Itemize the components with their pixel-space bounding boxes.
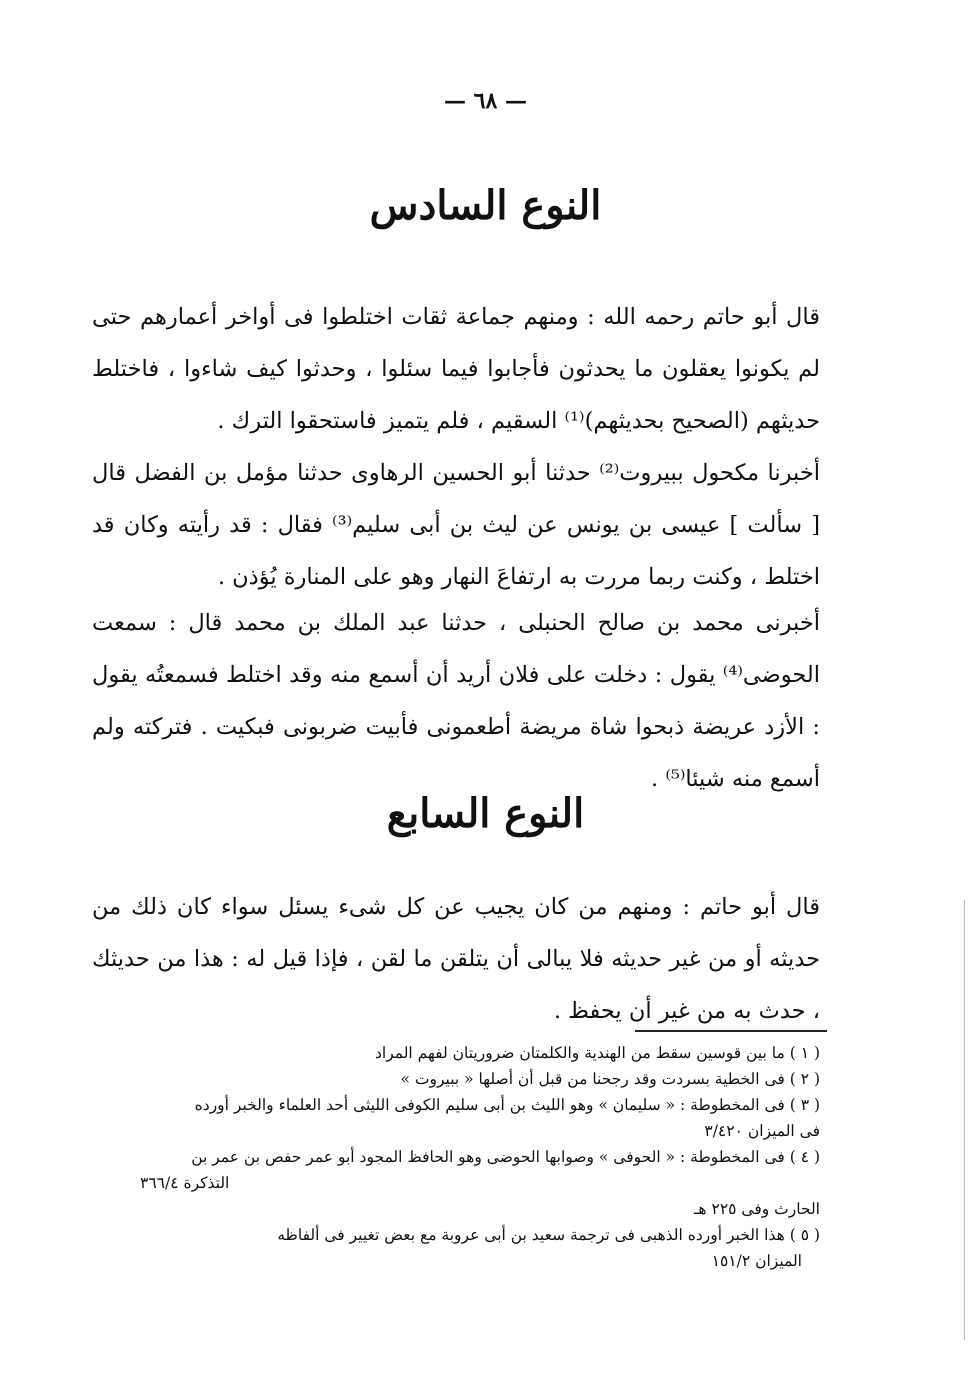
- footnote: ( ٢ ) فى الخطية بسردت وقد رجحنا من قبل أن أصلها « ببيروت »: [400, 1070, 820, 1088]
- footnote-continuation: الحارث وفى ٢٢٥ هـ: [693, 1200, 820, 1218]
- paragraph: أخبرنى محمد بن صالح الحنبلى ، حدثنا عبد الملك بن محمد قال : سمعت الحوضى⁽⁴⁾ يقول : دخلت على فلان أريد أن أسمع منه وقد اختلط فسمعتُه يقول : الأزد عريضة ذبحوا شاة مريضة أطعمونى فأبيت ضربونى فبكيت . فتركته ولم أسمع منه شيئا⁽⁵⁾ .: [92, 609, 820, 792]
- footnote: ( ٣ ) فى المخطوطة : « سليمان » وهو الليث بن أبى سليم الكوفى الليثى أحد العلماء والخبر أورده: [194, 1096, 820, 1114]
- footnote: ( ١ ) ما بين قوسين سقط من الهندية والكلمتان ضروريتان لفهم المراد: [374, 1044, 820, 1062]
- paragraph: قال أبو حاتم : ومنهم من كان يجيب عن كل شىء يسئل سواء كان ذلك من حديثه أو من غير حديثه فلا يبالى أن يتلقن ما لقن ، فإذا قيل له : هذا من حديثك ، حدث به من غير أن يحفظ .: [92, 893, 820, 1024]
- scan-edge-line: [964, 900, 965, 1340]
- footnote-continuation: الميزان ١٥١/٢: [711, 1252, 802, 1270]
- section-title: النوع السابع: [386, 790, 585, 837]
- footnotes: [95, 1040, 820, 1274]
- footnote: ( ٤ ) فى المخطوطة : « الحوفى » وصوابها الحوضى وهو الحافظ المجود أبو عمر حفص بن عمر بن: [191, 1148, 820, 1166]
- footnote-reference: التذكرة ٣٦٦/٤: [140, 1174, 230, 1192]
- page-number: — ٦٨ —: [444, 88, 527, 114]
- footnote-continuation: فى الميزان ٣/٤٢٠: [704, 1122, 820, 1140]
- footnote-divider: [635, 1030, 827, 1032]
- paragraph: أخبرنا مكحول ببيروت⁽²⁾ حدثنا أبو الحسين الرهاوى حدثنا مؤمل بن الفضل قال [ سألت ] عيسى بن يونس عن ليث بن أبى سليم⁽³⁾ فقال : قد رأيته وكان قد اختلط ، وكنت ربما مررت به ارتفاعَ النهار وهو على المنارة يُؤذن .: [92, 459, 821, 590]
- section-title: النوع السادس: [369, 182, 602, 229]
- footnote: ( ٥ ) هذا الخبر أورده الذهبى فى ترجمة سعيد بن أبى عروبة مع بعض تغيير فى ألفاظه: [277, 1226, 820, 1244]
- paragraph: قال أبو حاتم رحمه الله : ومنهم جماعة ثقات اختلطوا فى أواخر أعمارهم حتى لم يكونوا يعقلون ما يحدثون فأجابوا فيما سئلوا ، وحدثوا كيف شاءوا ، فاختلط حديثهم (الصحيح بحديثهم)⁽¹⁾ السقيم ، فلم يتميز فاستحقوا الترك .: [92, 303, 820, 434]
